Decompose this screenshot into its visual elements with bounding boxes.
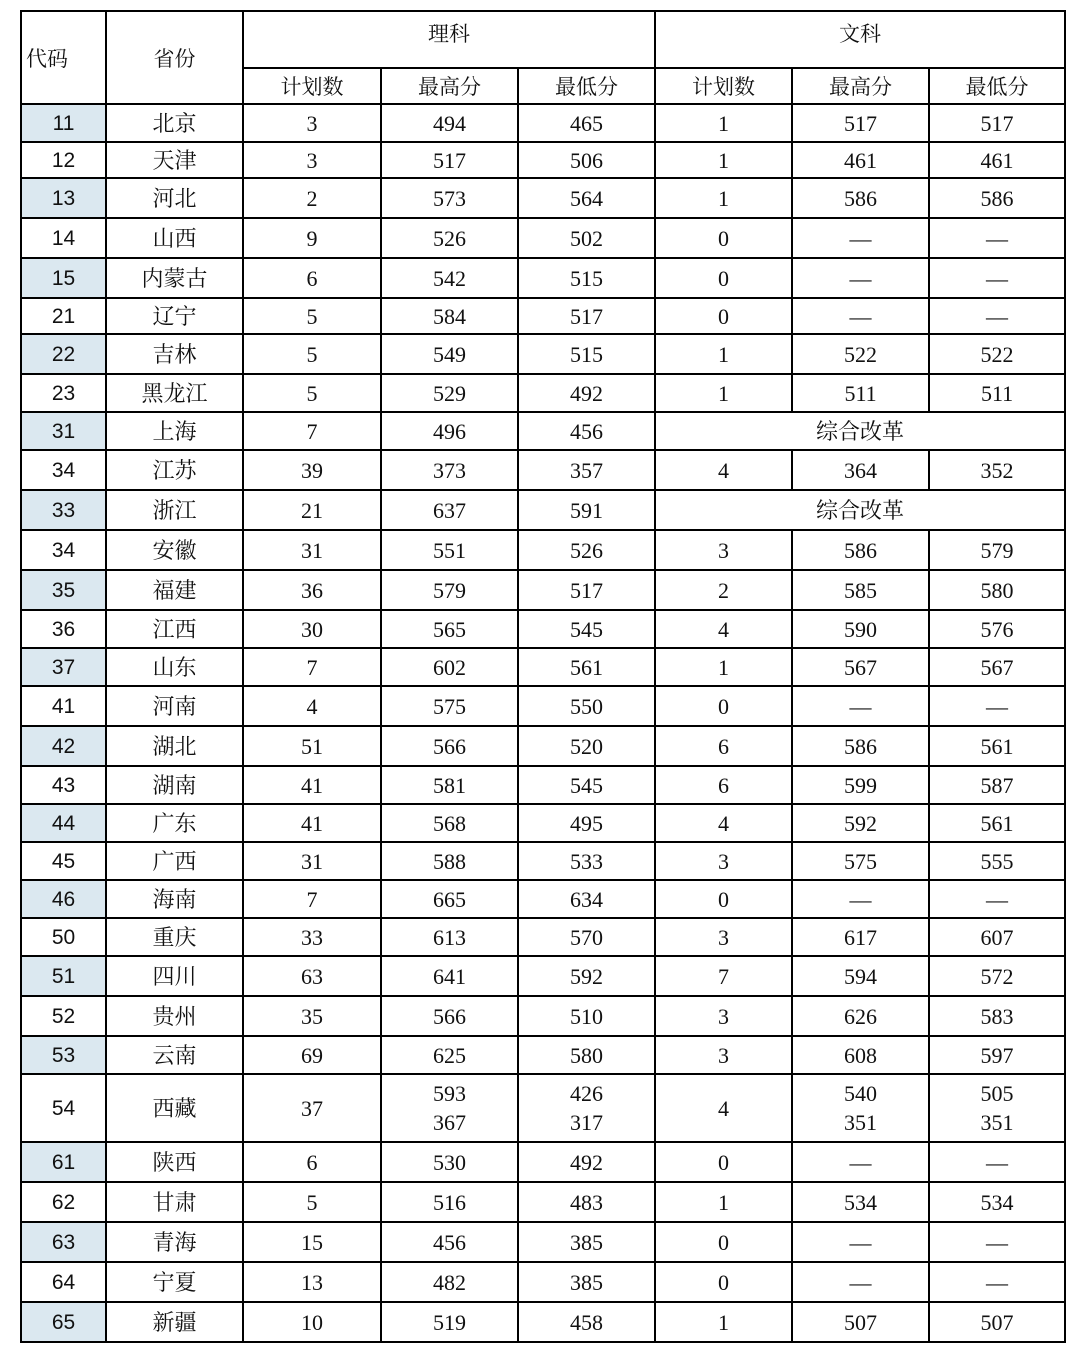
arts-plan: 1 xyxy=(655,1182,792,1222)
science-plan: 33 xyxy=(243,918,381,956)
arts-min: — xyxy=(929,686,1065,726)
table-row xyxy=(21,374,1065,412)
province-name: 天津 xyxy=(106,142,243,178)
arts-max: 590 xyxy=(792,610,929,648)
arts-max: 617 xyxy=(792,918,929,956)
arts-plan: 4 xyxy=(655,610,792,648)
province-code: 34 xyxy=(21,530,106,570)
province-code: 65 xyxy=(21,1302,106,1342)
arts-plan: 0 xyxy=(655,298,792,334)
science-max: 549 xyxy=(381,334,518,374)
arts-plan: 1 xyxy=(655,648,792,686)
science-max: 588 xyxy=(381,842,518,880)
province-name: 黑龙江 xyxy=(106,374,243,412)
header-science-min: 最低分 xyxy=(518,68,655,104)
science-max: 637 xyxy=(381,490,518,530)
science-min: 385 xyxy=(518,1262,655,1302)
science-plan: 30 xyxy=(243,610,381,648)
province-name: 海南 xyxy=(106,880,243,918)
arts-min: — xyxy=(929,1222,1065,1262)
arts-min: 572 xyxy=(929,956,1065,996)
science-max: 529 xyxy=(381,374,518,412)
science-max: 566 xyxy=(381,996,518,1036)
table-row xyxy=(21,218,1065,258)
table-row xyxy=(21,1074,1065,1142)
arts-max: — xyxy=(792,1142,929,1182)
province-name: 甘肃 xyxy=(106,1182,243,1222)
science-max: 482 xyxy=(381,1262,518,1302)
province-name: 新疆 xyxy=(106,1302,243,1342)
arts-max: 517 xyxy=(792,104,929,142)
science-plan: 5 xyxy=(243,298,381,334)
arts-min: 587 xyxy=(929,766,1065,804)
province-name: 福建 xyxy=(106,570,243,610)
science-min: 517 xyxy=(518,298,655,334)
arts-max: 364 xyxy=(792,450,929,490)
arts-max: 626 xyxy=(792,996,929,1036)
province-name: 北京 xyxy=(106,104,243,142)
table-row xyxy=(21,298,1065,334)
science-max: 494 xyxy=(381,104,518,142)
header-province: 省份 xyxy=(106,11,243,104)
science-plan: 69 xyxy=(243,1036,381,1074)
arts-min: 607 xyxy=(929,918,1065,956)
science-plan: 15 xyxy=(243,1222,381,1262)
science-max: 496 xyxy=(381,412,518,450)
header-science-plan: 计划数 xyxy=(243,68,381,104)
arts-plan: 6 xyxy=(655,766,792,804)
table-row xyxy=(21,1222,1065,1262)
science-max: 625 xyxy=(381,1036,518,1074)
header-science: 理科 xyxy=(243,11,655,68)
header-arts-max: 最高分 xyxy=(792,68,929,104)
arts-plan: 3 xyxy=(655,918,792,956)
arts-min: 352 xyxy=(929,450,1065,490)
arts-plan: 0 xyxy=(655,880,792,918)
arts-max: — xyxy=(792,1262,929,1302)
province-name: 重庆 xyxy=(106,918,243,956)
table-row xyxy=(21,918,1065,956)
province-code: 13 xyxy=(21,178,106,218)
arts-min: 561 xyxy=(929,804,1065,842)
science-plan: 51 xyxy=(243,726,381,766)
arts-plan: 3 xyxy=(655,842,792,880)
science-min: 545 xyxy=(518,766,655,804)
science-min: 492 xyxy=(518,1142,655,1182)
arts-max: — xyxy=(792,218,929,258)
arts-plan: 1 xyxy=(655,1302,792,1342)
science-max: 565 xyxy=(381,610,518,648)
arts-min: 583 xyxy=(929,996,1065,1036)
arts-min: 580 xyxy=(929,570,1065,610)
science-plan: 41 xyxy=(243,766,381,804)
science-min: 357 xyxy=(518,450,655,490)
header-arts: 文科 xyxy=(655,11,1065,68)
province-code: 37 xyxy=(21,648,106,686)
arts-max: 586 xyxy=(792,178,929,218)
province-code: 15 xyxy=(21,258,106,298)
science-min: 526 xyxy=(518,530,655,570)
arts-min: 522 xyxy=(929,334,1065,374)
province-name: 山西 xyxy=(106,218,243,258)
science-max: 530 xyxy=(381,1142,518,1182)
arts-max: 575 xyxy=(792,842,929,880)
province-name: 西藏 xyxy=(106,1074,243,1142)
science-max: 581 xyxy=(381,766,518,804)
science-min: 533 xyxy=(518,842,655,880)
arts-max: 507 xyxy=(792,1302,929,1342)
table-row xyxy=(21,1036,1065,1074)
science-plan: 2 xyxy=(243,178,381,218)
science-plan: 10 xyxy=(243,1302,381,1342)
arts-plan: 7 xyxy=(655,956,792,996)
arts-min: — xyxy=(929,1262,1065,1302)
arts-plan: 1 xyxy=(655,334,792,374)
science-plan: 3 xyxy=(243,104,381,142)
arts-plan: 1 xyxy=(655,374,792,412)
admission-scores-table xyxy=(20,10,1066,1343)
province-code: 44 xyxy=(21,804,106,842)
science-min: 634 xyxy=(518,880,655,918)
table-row xyxy=(21,804,1065,842)
province-code: 61 xyxy=(21,1142,106,1182)
province-code: 45 xyxy=(21,842,106,880)
province-code: 52 xyxy=(21,996,106,1036)
province-code: 41 xyxy=(21,686,106,726)
arts-plan: 0 xyxy=(655,1222,792,1262)
table-row xyxy=(21,450,1065,490)
arts-merged-note: 综合改革 xyxy=(655,412,1065,450)
science-min: 564 xyxy=(518,178,655,218)
table-row xyxy=(21,142,1065,178)
arts-max: — xyxy=(792,298,929,334)
science-max: 665 xyxy=(381,880,518,918)
science-min: 570 xyxy=(518,918,655,956)
province-code: 31 xyxy=(21,412,106,450)
arts-min: — xyxy=(929,258,1065,298)
province-code: 23 xyxy=(21,374,106,412)
science-plan: 5 xyxy=(243,1182,381,1222)
science-max: 573 xyxy=(381,178,518,218)
science-plan: 6 xyxy=(243,258,381,298)
science-plan: 5 xyxy=(243,334,381,374)
province-name: 陕西 xyxy=(106,1142,243,1182)
arts-max: — xyxy=(792,880,929,918)
table-row xyxy=(21,956,1065,996)
science-min: 591 xyxy=(518,490,655,530)
province-code: 12 xyxy=(21,142,106,178)
province-name: 广东 xyxy=(106,804,243,842)
arts-plan: 3 xyxy=(655,1036,792,1074)
arts-min: — xyxy=(929,298,1065,334)
table-row xyxy=(21,1262,1065,1302)
table-row xyxy=(21,726,1065,766)
arts-min: — xyxy=(929,1142,1065,1182)
province-name: 湖北 xyxy=(106,726,243,766)
science-plan: 3 xyxy=(243,142,381,178)
science-plan: 6 xyxy=(243,1142,381,1182)
arts-min: 534 xyxy=(929,1182,1065,1222)
arts-min: 561 xyxy=(929,726,1065,766)
science-min: 492 xyxy=(518,374,655,412)
science-min: 520 xyxy=(518,726,655,766)
arts-plan: 0 xyxy=(655,1262,792,1302)
arts-plan: 2 xyxy=(655,570,792,610)
province-code: 21 xyxy=(21,298,106,334)
science-plan: 4 xyxy=(243,686,381,726)
science-max: 593 367 xyxy=(381,1074,518,1142)
province-code: 46 xyxy=(21,880,106,918)
arts-plan: 0 xyxy=(655,218,792,258)
science-max: 517 xyxy=(381,142,518,178)
table-row xyxy=(21,1142,1065,1182)
arts-plan: 0 xyxy=(655,258,792,298)
province-code: 50 xyxy=(21,918,106,956)
science-plan: 13 xyxy=(243,1262,381,1302)
province-code: 33 xyxy=(21,490,106,530)
science-min: 580 xyxy=(518,1036,655,1074)
arts-max: 534 xyxy=(792,1182,929,1222)
arts-plan: 1 xyxy=(655,178,792,218)
arts-plan: 1 xyxy=(655,142,792,178)
arts-min: 517 xyxy=(929,104,1065,142)
arts-plan: 6 xyxy=(655,726,792,766)
science-plan: 31 xyxy=(243,842,381,880)
arts-min: 505 351 xyxy=(929,1074,1065,1142)
table-row xyxy=(21,104,1065,142)
arts-plan: 4 xyxy=(655,804,792,842)
table-row xyxy=(21,686,1065,726)
province-name: 山东 xyxy=(106,648,243,686)
province-code: 62 xyxy=(21,1182,106,1222)
arts-max: 540 351 xyxy=(792,1074,929,1142)
province-name: 广西 xyxy=(106,842,243,880)
science-max: 602 xyxy=(381,648,518,686)
province-code: 14 xyxy=(21,218,106,258)
science-max: 579 xyxy=(381,570,518,610)
arts-max: 594 xyxy=(792,956,929,996)
science-min: 426 317 xyxy=(518,1074,655,1142)
arts-min: — xyxy=(929,218,1065,258)
province-code: 53 xyxy=(21,1036,106,1074)
province-name: 青海 xyxy=(106,1222,243,1262)
arts-plan: 3 xyxy=(655,530,792,570)
province-code: 42 xyxy=(21,726,106,766)
arts-min: 461 xyxy=(929,142,1065,178)
province-name: 宁夏 xyxy=(106,1262,243,1302)
province-name: 云南 xyxy=(106,1036,243,1074)
province-name: 四川 xyxy=(106,956,243,996)
arts-max: 608 xyxy=(792,1036,929,1074)
province-name: 湖南 xyxy=(106,766,243,804)
arts-plan: 0 xyxy=(655,1142,792,1182)
province-code: 36 xyxy=(21,610,106,648)
science-plan: 7 xyxy=(243,412,381,450)
arts-min: 507 xyxy=(929,1302,1065,1342)
science-plan: 35 xyxy=(243,996,381,1036)
table-row xyxy=(21,258,1065,298)
science-plan: 9 xyxy=(243,218,381,258)
arts-plan: 3 xyxy=(655,996,792,1036)
arts-min: 511 xyxy=(929,374,1065,412)
province-name: 上海 xyxy=(106,412,243,450)
science-max: 575 xyxy=(381,686,518,726)
science-min: 465 xyxy=(518,104,655,142)
arts-plan: 1 xyxy=(655,104,792,142)
arts-max: 522 xyxy=(792,334,929,374)
province-name: 河南 xyxy=(106,686,243,726)
science-max: 568 xyxy=(381,804,518,842)
science-min: 506 xyxy=(518,142,655,178)
science-min: 495 xyxy=(518,804,655,842)
science-min: 517 xyxy=(518,570,655,610)
province-code: 35 xyxy=(21,570,106,610)
science-plan: 31 xyxy=(243,530,381,570)
arts-max: 585 xyxy=(792,570,929,610)
science-max: 584 xyxy=(381,298,518,334)
science-min: 385 xyxy=(518,1222,655,1262)
science-min: 515 xyxy=(518,258,655,298)
arts-max: 461 xyxy=(792,142,929,178)
science-min: 458 xyxy=(518,1302,655,1342)
province-code: 22 xyxy=(21,334,106,374)
header-science-max: 最高分 xyxy=(381,68,518,104)
science-min: 545 xyxy=(518,610,655,648)
arts-plan: 4 xyxy=(655,450,792,490)
table-row xyxy=(21,412,1065,450)
arts-max: 599 xyxy=(792,766,929,804)
science-max: 516 xyxy=(381,1182,518,1222)
science-min: 483 xyxy=(518,1182,655,1222)
province-code: 51 xyxy=(21,956,106,996)
arts-min: 597 xyxy=(929,1036,1065,1074)
science-plan: 36 xyxy=(243,570,381,610)
province-name: 辽宁 xyxy=(106,298,243,334)
arts-min: 567 xyxy=(929,648,1065,686)
science-plan: 7 xyxy=(243,880,381,918)
science-max: 526 xyxy=(381,218,518,258)
province-name: 江西 xyxy=(106,610,243,648)
province-code: 54 xyxy=(21,1074,106,1142)
header-code: 代码 xyxy=(21,11,106,104)
province-code: 64 xyxy=(21,1262,106,1302)
province-name: 安徽 xyxy=(106,530,243,570)
science-max: 566 xyxy=(381,726,518,766)
science-plan: 41 xyxy=(243,804,381,842)
arts-max: — xyxy=(792,258,929,298)
table-row xyxy=(21,996,1065,1036)
province-name: 贵州 xyxy=(106,996,243,1036)
science-plan: 39 xyxy=(243,450,381,490)
province-name: 江苏 xyxy=(106,450,243,490)
arts-min: 579 xyxy=(929,530,1065,570)
table-row xyxy=(21,1182,1065,1222)
science-min: 510 xyxy=(518,996,655,1036)
science-plan: 21 xyxy=(243,490,381,530)
province-code: 11 xyxy=(21,104,106,142)
science-min: 502 xyxy=(518,218,655,258)
province-code: 34 xyxy=(21,450,106,490)
province-code: 63 xyxy=(21,1222,106,1262)
table-row xyxy=(21,570,1065,610)
table-row xyxy=(21,490,1065,530)
arts-min: — xyxy=(929,880,1065,918)
province-name: 内蒙古 xyxy=(106,258,243,298)
table-row xyxy=(21,334,1065,374)
arts-max: — xyxy=(792,686,929,726)
arts-min: 586 xyxy=(929,178,1065,218)
table-row xyxy=(21,530,1065,570)
arts-max: 586 xyxy=(792,726,929,766)
science-min: 515 xyxy=(518,334,655,374)
science-plan: 5 xyxy=(243,374,381,412)
science-min: 456 xyxy=(518,412,655,450)
arts-merged-note: 综合改革 xyxy=(655,490,1065,530)
arts-max: 511 xyxy=(792,374,929,412)
province-name: 浙江 xyxy=(106,490,243,530)
science-min: 592 xyxy=(518,956,655,996)
table-row xyxy=(21,610,1065,648)
arts-plan: 4 xyxy=(655,1074,792,1142)
arts-min: 576 xyxy=(929,610,1065,648)
table-row xyxy=(21,842,1065,880)
province-code: 43 xyxy=(21,766,106,804)
arts-min: 555 xyxy=(929,842,1065,880)
table-row xyxy=(21,1302,1065,1342)
arts-max: 592 xyxy=(792,804,929,842)
province-name: 吉林 xyxy=(106,334,243,374)
table-row xyxy=(21,648,1065,686)
table-row xyxy=(21,766,1065,804)
arts-max: 567 xyxy=(792,648,929,686)
table-row xyxy=(21,880,1065,918)
science-max: 519 xyxy=(381,1302,518,1342)
header-arts-min: 最低分 xyxy=(929,68,1065,104)
science-max: 551 xyxy=(381,530,518,570)
science-min: 561 xyxy=(518,648,655,686)
science-max: 641 xyxy=(381,956,518,996)
science-max: 456 xyxy=(381,1222,518,1262)
science-max: 542 xyxy=(381,258,518,298)
arts-max: — xyxy=(792,1222,929,1262)
province-name: 河北 xyxy=(106,178,243,218)
header-arts-plan: 计划数 xyxy=(655,68,792,104)
arts-max: 586 xyxy=(792,530,929,570)
science-plan: 7 xyxy=(243,648,381,686)
arts-plan: 0 xyxy=(655,686,792,726)
science-max: 613 xyxy=(381,918,518,956)
science-plan: 63 xyxy=(243,956,381,996)
science-plan: 37 xyxy=(243,1074,381,1142)
science-max: 373 xyxy=(381,450,518,490)
table-row xyxy=(21,178,1065,218)
science-min: 550 xyxy=(518,686,655,726)
